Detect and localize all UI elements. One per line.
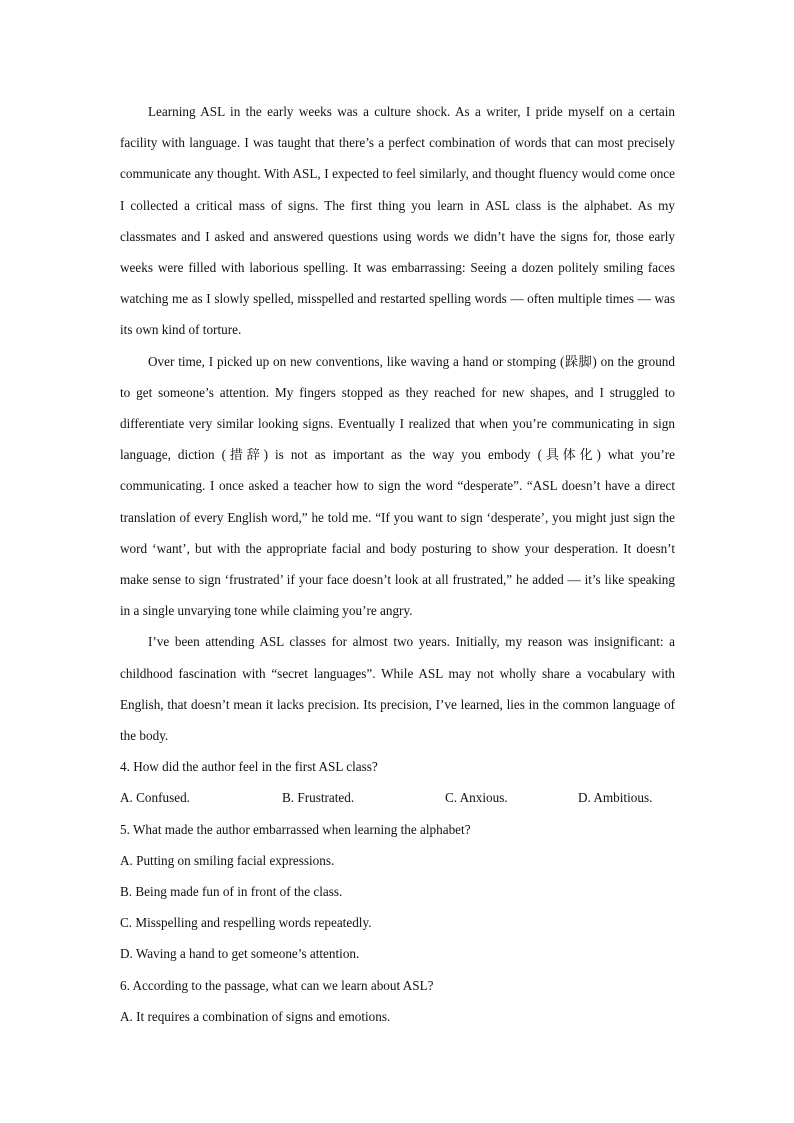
passage-paragraph-2: Over time, I picked up on new conventions, like waving a hand or stomping (跺脚) on the ground to get someone’s attention. My fingers stopped as they reached for new shapes, and I struggled to differentiate very similar looking signs. Eventually I realized that when you’re communicating in sign language, diction (措辞) is not as important as the way you embody (具体化) what you’re communicating. I once asked a teacher how to sign the word “desperate”. “ASL doesn’t have a direct translation of every English word,” he told me. “If you want to sign ‘desperate’, you might just sign the word ‘want’, but with the appropriate facial and body posturing to show your desperation. It doesn’t make sense to sign ‘frustrated’ if your face doesn’t look at all frustrated,” he added — it’s like speaking in a single unvarying tone while claiming you’re angry. — [120, 353, 675, 619]
question-5-option-c: C. Misspelling and respelling words repeatedly. — [120, 915, 372, 931]
question-5-option-a: A. Putting on smiling facial expressions. — [120, 852, 335, 868]
question-4-option-c: C. Anxious. — [445, 790, 508, 806]
document-page — [120, 96, 675, 1032]
question-5-option-b: B. Being made fun of in front of the class. — [120, 884, 343, 900]
question-5-option-d: D. Waving a hand to get someone’s attention. — [120, 946, 360, 962]
passage-paragraph-3: I’ve been attending ASL classes for almost two years. Initially, my reason was insignificant: a childhood fascination with “secret languages”. While ASL may not wholly share a vocabulary with English, that doesn’t mean it lacks precision. Its precision, I’ve learned, lies in the common language of the body. — [120, 634, 675, 744]
question-5-stem: 5. What made the author embarrassed when learning the alphabet? — [120, 821, 471, 837]
question-4-options — [120, 782, 675, 813]
question-6-option-a: A. It requires a combination of signs and emotions. — [120, 1008, 391, 1024]
question-6-stem: 6. According to the passage, what can we learn about ASL? — [120, 977, 434, 993]
passage-paragraph-1: Learning ASL in the early weeks was a culture shock. As a writer, I pride myself on a certain facility with language. I was taught that there’s a perfect combination of words that can most precisely communicate any thought. With ASL, I expected to feel similarly, and thought fluency would come once I collected a critical mass of signs. The first thing you learn in ASL class is the alphabet. As my classmates and I asked and answered questions using words we didn’t have the signs for, those early weeks were filled with laborious spelling. It was embarrassing: Seeing a dozen politely smiling faces watching me as I slowly spelled, misspelled and restarted spelling words — often multiple times — was its own kind of torture. — [120, 104, 675, 338]
question-4-stem: 4. How did the author feel in the first ASL class? — [120, 759, 378, 775]
question-4-option-a: A. Confused. — [120, 790, 190, 806]
question-4-option-b: B. Frustrated. — [282, 790, 355, 806]
question-4-option-d: D. Ambitious. — [578, 790, 653, 806]
